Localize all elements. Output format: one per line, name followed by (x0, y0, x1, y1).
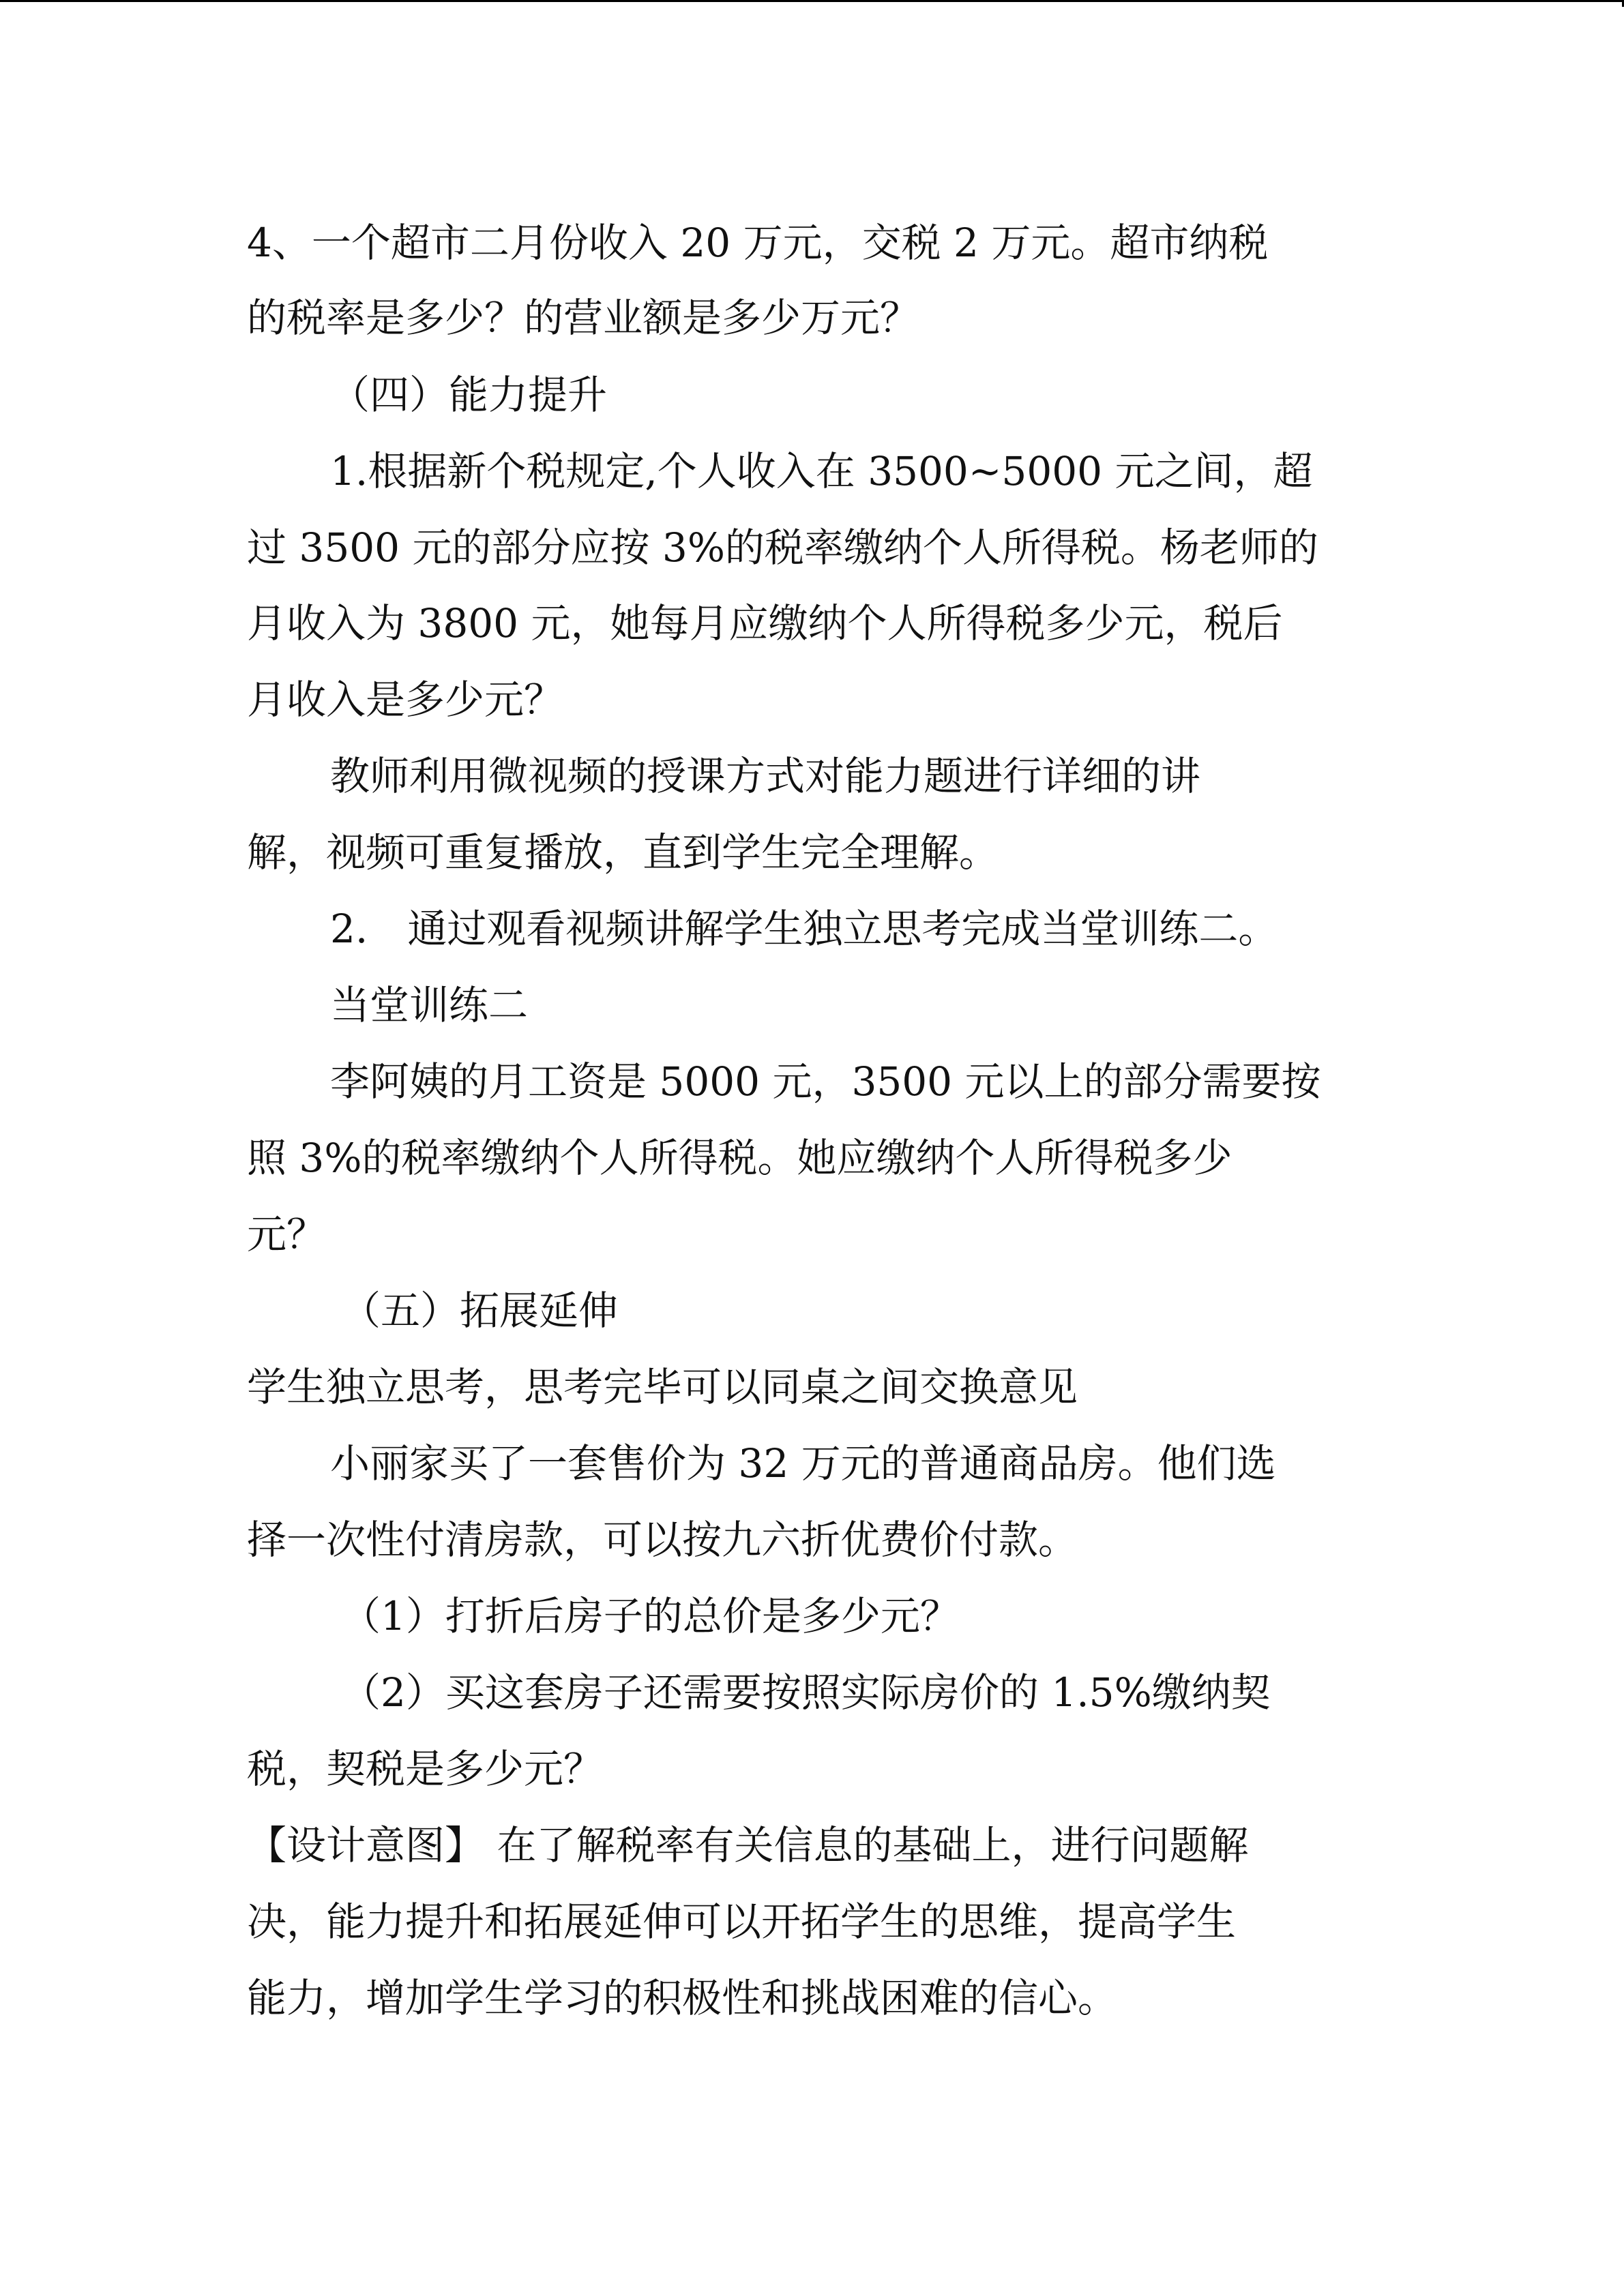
text-line-18: 择一次性付清房款，可以按九六折优费价付款。 (247, 1517, 1078, 1563)
section-heading-5: （五）拓展延伸 (341, 1287, 619, 1334)
exercise-heading-2: 当堂训练二 (330, 982, 529, 1028)
text-line-6: 月收入为 3800 元，她每月应缴纳个人所得税多少元，税后 (247, 600, 1283, 646)
question-2: （2）买这套房子还需要按照实际房价的 1.5%缴纳契 (341, 1669, 1271, 1716)
text-line-7: 月收入是多少元？ (247, 676, 564, 723)
section-heading-4: （四）能力提升 (330, 372, 608, 418)
text-line-1: 4、一个超市二月份收入 20 万元，交税 2 万元。超市纳税 (247, 220, 1269, 266)
text-line-8: 教师利用微视频的授课方式对能力题进行详细的讲 (330, 753, 1201, 799)
text-line-4: 1.根据新个税规定,个人收入在 3500~5000 元之间，超 (330, 448, 1313, 494)
text-line-9: 解，视频可重复播放，直到学生完全理解。 (247, 829, 999, 876)
design-intent-line-3: 能力，增加学生学习的积极性和挑战困难的信心。 (247, 1975, 1118, 2021)
text-line-17: 小丽家买了一套售价为 32 万元的普通商品房。他们选 (330, 1440, 1276, 1487)
text-line-5: 过 3500 元的部分应按 3%的税率缴纳个人所得税。杨老师的 (247, 524, 1318, 571)
design-intent-line-2: 决，能力提升和拓展延伸可以开拓学生的思维，提高学生 (247, 1898, 1237, 1945)
text-line-16: 学生独立思考，思考完毕可以同桌之间交换意见 (247, 1364, 1078, 1410)
design-intent-line-1: 【设计意图】 在了解税率有关信息的基础上，进行问题解 (247, 1822, 1249, 1868)
text-line-2: 的税率是多少？的营业额是多少万元？ (247, 295, 920, 341)
text-line-13: 照 3%的税率缴纳个人所得税。她应缴纳个人所得税多少 (247, 1135, 1232, 1181)
text-line-12: 李阿姨的月工资是 5000 元，3500 元以上的部分需要按 (330, 1058, 1321, 1105)
text-line-10: 2. 通过观看视频讲解学生独立思考完成当堂训练二。 (330, 906, 1278, 952)
page-top-border (0, 0, 1624, 2)
text-line-14: 元？ (247, 1211, 327, 1257)
question-1: （1）打折后房子的总价是多少元？ (341, 1593, 960, 1639)
text-line-21: 税，契税是多少元？ (247, 1746, 604, 1792)
